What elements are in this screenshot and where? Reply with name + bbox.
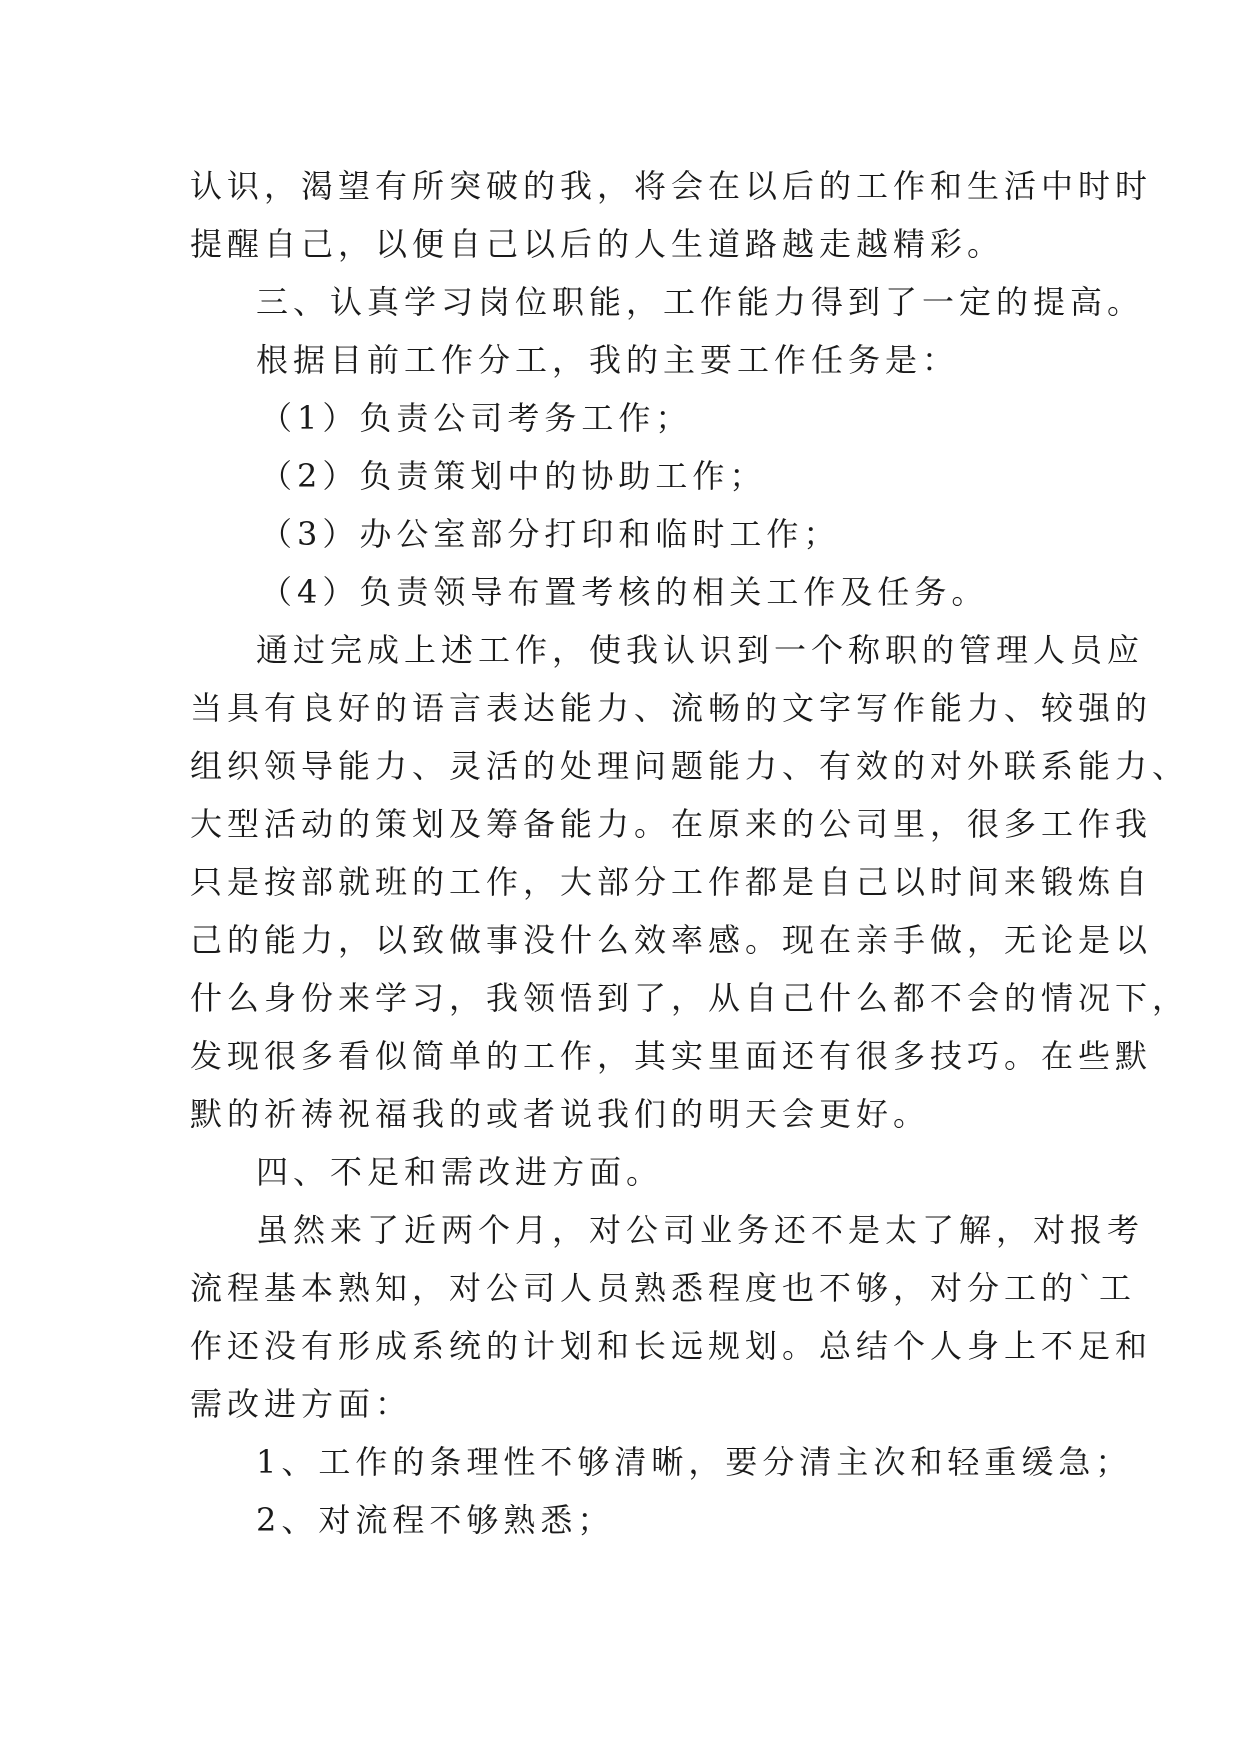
list-item: （3）办公室部分打印和临时工作； (260, 515, 841, 553)
text-line: 大型活动的策划及筹备能力。在原来的公司里，很多工作我 (190, 805, 1153, 843)
text-line: 只是按部就班的工作，大部分工作都是自己以时间来锻炼自 (190, 863, 1153, 901)
text-line: 组织领导能力、灵活的处理问题能力、有效的对外联系能力、 (190, 747, 1190, 785)
text-line: 默的祈祷祝福我的或者说我们的明天会更好。 (190, 1095, 931, 1133)
section-heading: 三、认真学习岗位职能，工作能力得到了一定的提高。 (256, 283, 1145, 321)
text-line: 通过完成上述工作，使我认识到一个称职的管理人员应 (256, 631, 1145, 669)
list-item: （1）负责公司考务工作； (260, 399, 693, 437)
section-heading: 四、不足和需改进方面。 (256, 1153, 664, 1191)
text-line: 虽然来了近两个月，对公司业务还不是太了解，对报考 (256, 1211, 1145, 1249)
list-item: 2、对流程不够熟悉； (256, 1501, 615, 1539)
list-item: （4）负责领导布置考核的相关工作及任务。 (260, 573, 989, 611)
text-line: 什么身份来学习，我领悟到了，从自己什么都不会的情况下， (190, 979, 1190, 1017)
list-item: 1、工作的条理性不够清晰，要分清主次和轻重缓急； (256, 1443, 1133, 1481)
text-line: 提醒自己，以便自己以后的人生道路越走越精彩。 (190, 225, 1005, 263)
text-line: 发现很多看似简单的工作，其实里面还有很多技巧。在些默 (190, 1037, 1153, 1075)
text-line: 需改进方面： (190, 1385, 413, 1423)
document-body (190, 157, 1190, 1549)
text-line: 己的能力，以致做事没什么效率感。现在亲手做，无论是以 (190, 921, 1153, 959)
text-line: 流程基本熟知，对公司人员熟悉程度也不够，对分工的`工 (190, 1269, 1137, 1307)
text-line: 根据目前工作分工，我的主要工作任务是： (256, 341, 960, 379)
text-line: 作还没有形成系统的计划和长远规划。总结个人身上不足和 (190, 1327, 1153, 1365)
list-item: （2）负责策划中的协助工作； (260, 457, 767, 495)
text-line: 当具有良好的语言表达能力、流畅的文字写作能力、较强的 (190, 689, 1153, 727)
text-line: 认识，渴望有所突破的我，将会在以后的工作和生活中时时 (190, 167, 1153, 205)
